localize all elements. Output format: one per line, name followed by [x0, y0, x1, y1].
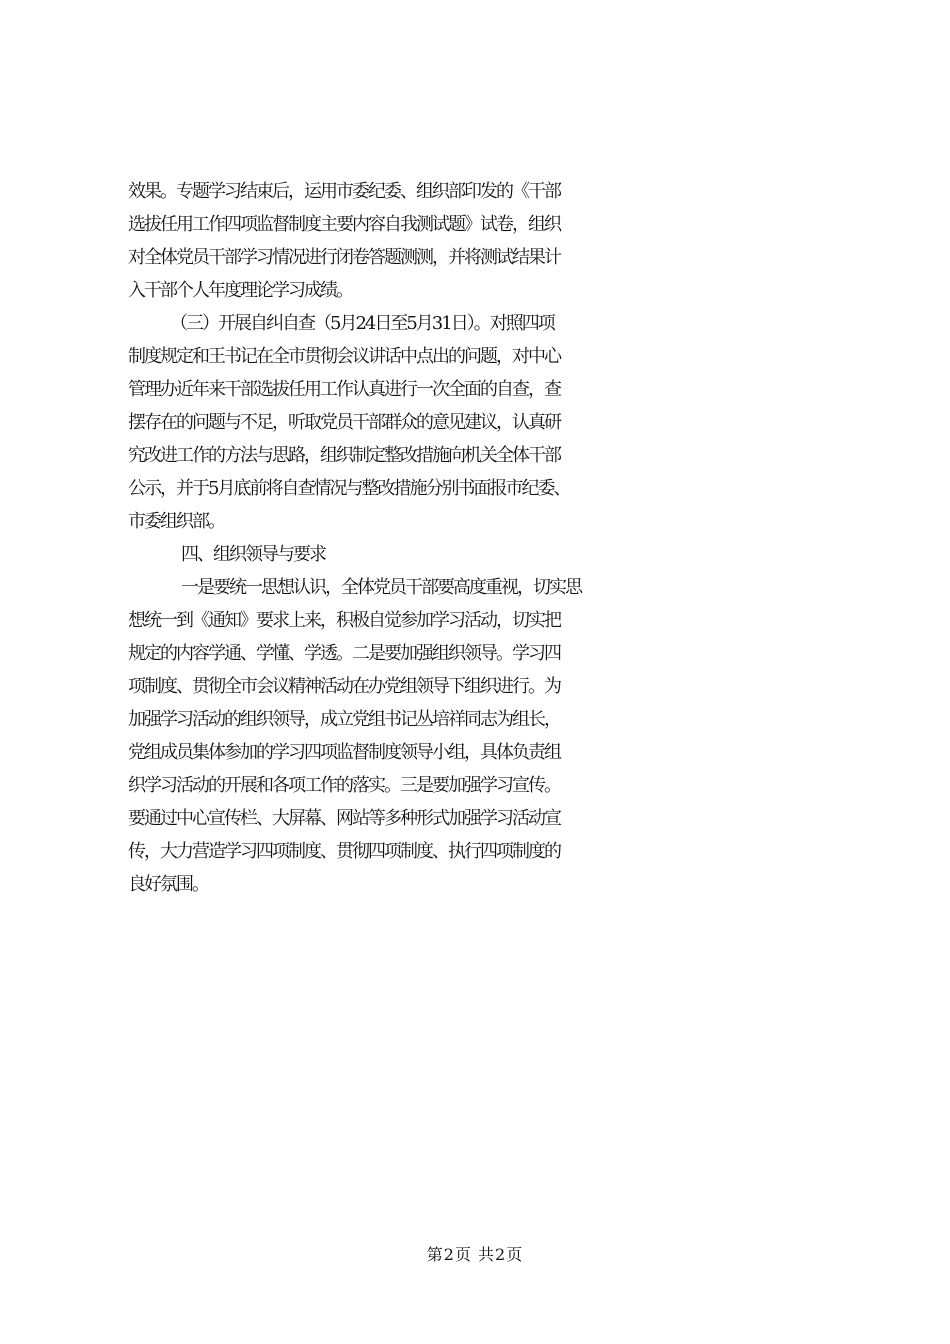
text-line: 对全体党员干部学习情况进行闭卷答题测测，并将测试结果计: [128, 247, 560, 268]
text-line: 效果。专题学习结束后，运用市委纪委、组织部印发的《干部: [128, 181, 560, 202]
text-line: 加强学习活动的组织领导，成立党组书记丛培祥同志为组长，: [128, 709, 560, 730]
text-line: 项制度、贯彻全市会议精神活动在办党组领导下组织进行。为: [128, 676, 560, 697]
text-line: 想统一到《通知》要求上来，积极自觉参加学习活动，切实把: [128, 610, 560, 631]
text-line: 党组成员集体参加的学习四项监督制度领导小组，具体负责组: [128, 742, 560, 763]
text-line: 制度规定和王书记在全市贯彻会议讲话中点出的问题，对中心: [128, 346, 560, 367]
text-line: 究改进工作的方法与思路，组织制定整改措施向机关全体干部: [128, 445, 560, 466]
text-line: 公示，并于5月底前将自查情况与整改措施分别书面报市纪委、: [128, 478, 570, 499]
text-line: 织学习活动的开展和各项工作的落实。三是要加强学习宣传。: [128, 775, 560, 796]
text-line: 管理办近年来干部选拔任用工作认真进行一次全面的自查，查: [128, 379, 560, 400]
text-line: 规定的内容学通、学懂、学透。二是要加强组织领导。学习四: [128, 643, 560, 664]
section-heading: 四、组织领导与要求: [181, 544, 325, 565]
text-line: 良好氛围。: [128, 874, 208, 895]
text-line: 选拔任用工作四项监督制度主要内容自我测试题》试卷，组织: [128, 214, 560, 235]
page-number-footer: 第2页 共2页: [426, 1245, 524, 1264]
text-line: 摆存在的问题与不足，听取党员干部群众的意见建议，认真研: [128, 412, 560, 433]
text-line: 一是要统一思想认识，全体党员干部要高度重视，切实思: [181, 577, 581, 598]
text-line: （三）开展自纠自查（5月24日至5月31日）。对照四项: [170, 313, 554, 334]
text-line: 入干部个人年度理论学习成绩。: [128, 280, 352, 301]
text-line: 要通过中心宣传栏、大屏幕、网站等多种形式加强学习活动宣: [128, 808, 560, 829]
text-line: 市委组织部。: [128, 511, 224, 532]
text-line: 传，大力营造学习四项制度、贯彻四项制度、执行四项制度的: [128, 841, 560, 862]
